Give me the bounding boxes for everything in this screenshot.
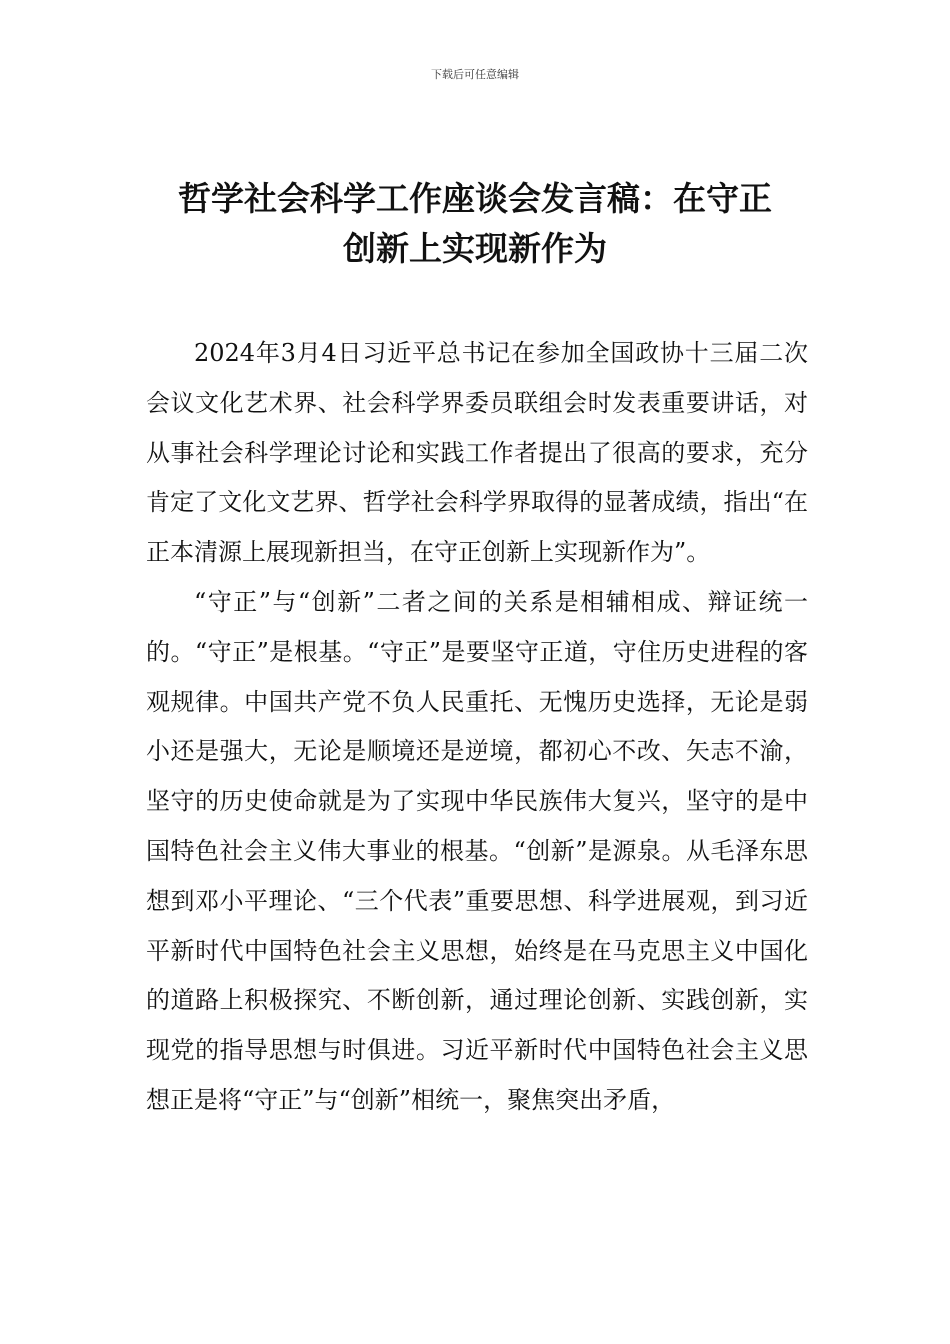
document-title: [100, 174, 850, 274]
header-note: 下载后可任意编辑: [431, 68, 519, 81]
title-line-2: 创新上实现新作为: [343, 229, 607, 268]
document-body: [146, 329, 808, 1126]
paragraph-2: “守正”与“创新”二者之间的关系是相辅相成、辩证统一的。“守正”是根基。“守正”是要坚守正道，守住历史进程的客观规律。中国共产党不负人民重托、无愧历史选择，无论是弱小还是强大，无论是顺境还是逆境，都初心不改、矢志不渝，坚守的历史使命就是为了实现中华民族伟大复兴，坚守的是中国特色社会主义伟大事业的根基。“创新”是源泉。从毛泽东思想到邓小平理论、“三个代表”重要思想、科学进展观，到习近平新时代中国特色社会主义思想，始终是在马克思主义中国化的道路上积极探究、不断创新，通过理论创新、实践创新，实现党的指导思想与时俱进。习近平新时代中国特色社会主义思想正是将“守正”与“创新”相统一，聚焦突出矛盾，: [146, 587, 808, 1114]
paragraph-1: 2024年3月4日习近平总书记在参加全国政协十三届二次会议文化艺术界、社会科学界委员联组会时发表重要讲话，对从事社会科学理论讨论和实践工作者提出了很高的要求，充分肯定了文化文艺界、哲学社会科学界取得的显著成绩，指出“在正本清源上展现新担当，在守正创新上实现新作为”。: [146, 339, 808, 567]
title-line-1: 哲学社会科学工作座谈会发言稿：在守正: [178, 179, 772, 218]
